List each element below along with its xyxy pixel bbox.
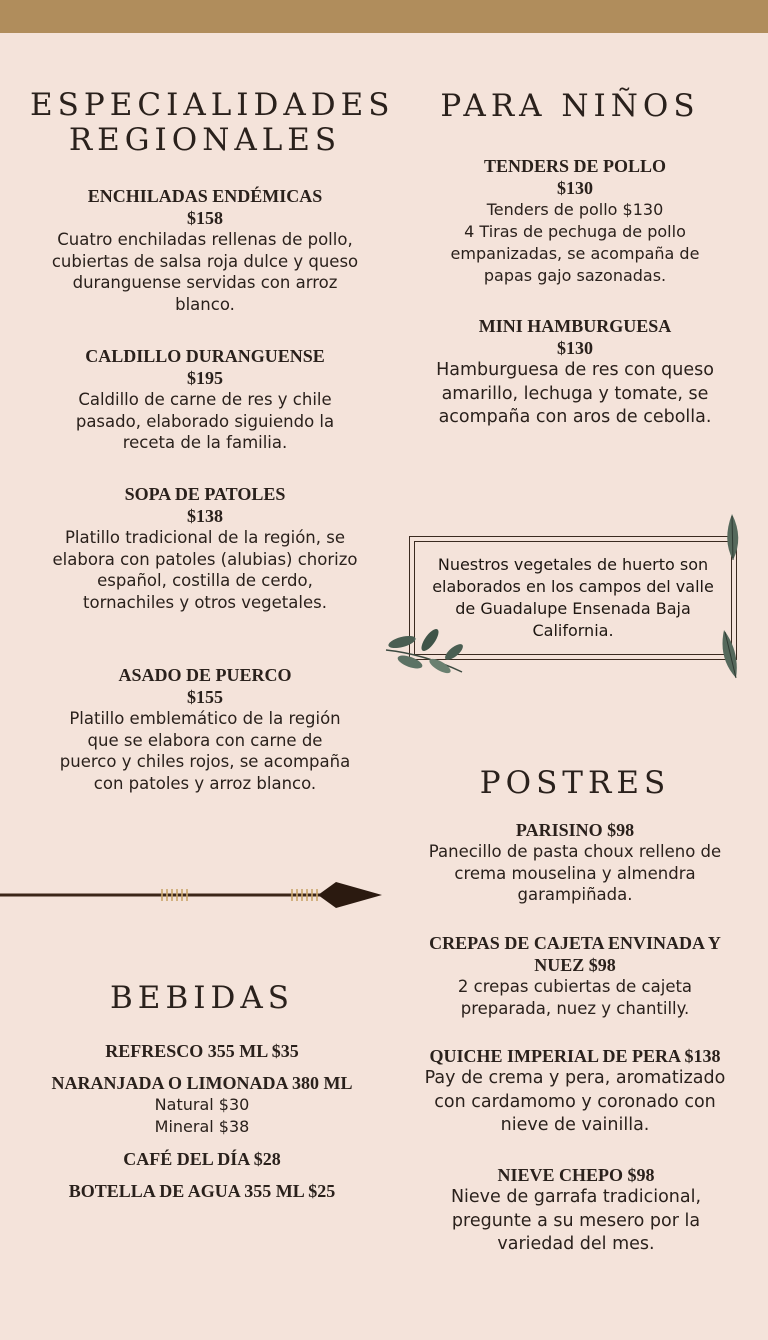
item-name: ENCHILADAS ENDÉMICAS bbox=[87, 186, 323, 206]
bebida-cafe: CAFÉ DEL DÍA $28 bbox=[123, 1149, 281, 1169]
item-description: Hamburguesa de res con queso amarillo, lechuga y tomate, se acompaña con aros de cebolla. bbox=[436, 360, 714, 427]
item-price: $130 bbox=[557, 338, 593, 358]
item-price: $130 bbox=[557, 178, 593, 198]
item-price: $195 bbox=[187, 368, 223, 388]
postres-title: POSTRES bbox=[479, 765, 671, 801]
ninos-item-tenders bbox=[425, 155, 725, 287]
postres-section bbox=[430, 764, 720, 802]
note-text: Nuestros vegetales de huerto son elaborados en los campos del valle de Guadalupe Ensenada Baja California. bbox=[432, 555, 714, 640]
regionales-title bbox=[30, 87, 395, 158]
item-description: 4 Tiras de pechuga de pollo empanizadas, se acompaña de papas gajo sazonadas. bbox=[450, 222, 700, 285]
item-description: 2 crepas cubiertas de cajeta preparada, nuez y chantilly. bbox=[457, 977, 693, 1018]
item-name: CALDILLO DURANGUENSE bbox=[85, 346, 325, 366]
leaf-icon bbox=[716, 628, 742, 680]
item-description: Cuatro enchiladas rellenas de pollo, cubiertas de salsa roja dulce y queso duranguense servidas con arroz blanco. bbox=[51, 230, 359, 314]
item-price: $155 bbox=[187, 687, 223, 707]
item-description: Platillo tradicional de la región, se elabora con patoles (alubias) chorizo español, costilla de cerdo, tornachiles y otros vegetales. bbox=[52, 528, 358, 612]
ninos-title: PARA NIÑOS bbox=[440, 88, 700, 124]
item-name: PARISINO $98 bbox=[515, 820, 635, 840]
item-name: CREPAS DE CAJETA ENVINADA Y NUEZ $98 bbox=[429, 933, 721, 975]
item-description: Platillo emblemático de la región que se elabora con carne de puerco y chiles rojos, se acompaña con patoles y arroz blanco. bbox=[59, 709, 351, 793]
item-price: $138 bbox=[187, 506, 223, 526]
regionales-item-asado bbox=[58, 664, 352, 794]
regionales-title-line2: REGIONALES bbox=[68, 122, 342, 158]
ninos-item-hamburguesa bbox=[415, 315, 735, 430]
postres-item-crepas bbox=[415, 932, 735, 1019]
arrow-icon bbox=[0, 875, 390, 915]
regionales-section bbox=[30, 87, 395, 158]
item-name: NIEVE CHEPO $98 bbox=[497, 1165, 655, 1185]
bebidas-list bbox=[30, 1040, 374, 1202]
item-description-line1: Tenders de pollo $130 bbox=[486, 200, 664, 219]
postres-item-quiche bbox=[415, 1045, 735, 1138]
item-name: MINI HAMBURGUESA bbox=[478, 316, 672, 336]
top-bar bbox=[0, 0, 768, 33]
leaf-branch-icon bbox=[384, 620, 466, 676]
bebida-agua: BOTELLA DE AGUA 355 ML $25 bbox=[68, 1181, 336, 1201]
bebida-refresco: REFRESCO 355 ML $35 bbox=[105, 1041, 299, 1061]
bebidas-title: BEBIDAS bbox=[110, 980, 294, 1016]
regionales-title-line1: ESPECIALIDADES bbox=[30, 87, 395, 123]
bebida-natural: Natural $30 bbox=[154, 1095, 250, 1114]
regionales-item-caldillo bbox=[55, 345, 355, 454]
leaf-icon bbox=[720, 512, 746, 562]
item-price: $158 bbox=[187, 208, 223, 228]
bebida-naranjada: NARANJADA O LIMONADA 380 ML bbox=[51, 1073, 353, 1093]
item-name: QUICHE IMPERIAL DE PERA $138 bbox=[429, 1046, 721, 1066]
item-name: ASADO DE PUERCO bbox=[118, 665, 292, 685]
item-description: Pay de crema y pera, aromatizado con cardamomo y coronado con nieve de vainilla. bbox=[424, 1068, 726, 1135]
postres-item-nieve bbox=[430, 1164, 722, 1257]
regionales-item-enchiladas bbox=[45, 185, 365, 315]
item-name: SOPA DE PATOLES bbox=[124, 484, 286, 504]
bebidas-section bbox=[40, 980, 364, 1016]
regionales-item-sopa bbox=[50, 483, 360, 613]
ninos-section bbox=[420, 88, 720, 124]
item-description: Panecillo de pasta choux relleno de crema mouselina y almendra garampiñada. bbox=[428, 842, 722, 904]
bebida-mineral: Mineral $38 bbox=[154, 1117, 250, 1136]
item-description: Caldillo de carne de res y chile pasado, elaborado siguiendo la receta de la familia. bbox=[75, 390, 335, 452]
postres-item-parisino bbox=[415, 819, 735, 906]
item-name: TENDERS DE POLLO bbox=[483, 156, 667, 176]
item-description: Nieve de garrafa tradicional, pregunte a su mesero por la variedad del mes. bbox=[450, 1187, 702, 1254]
